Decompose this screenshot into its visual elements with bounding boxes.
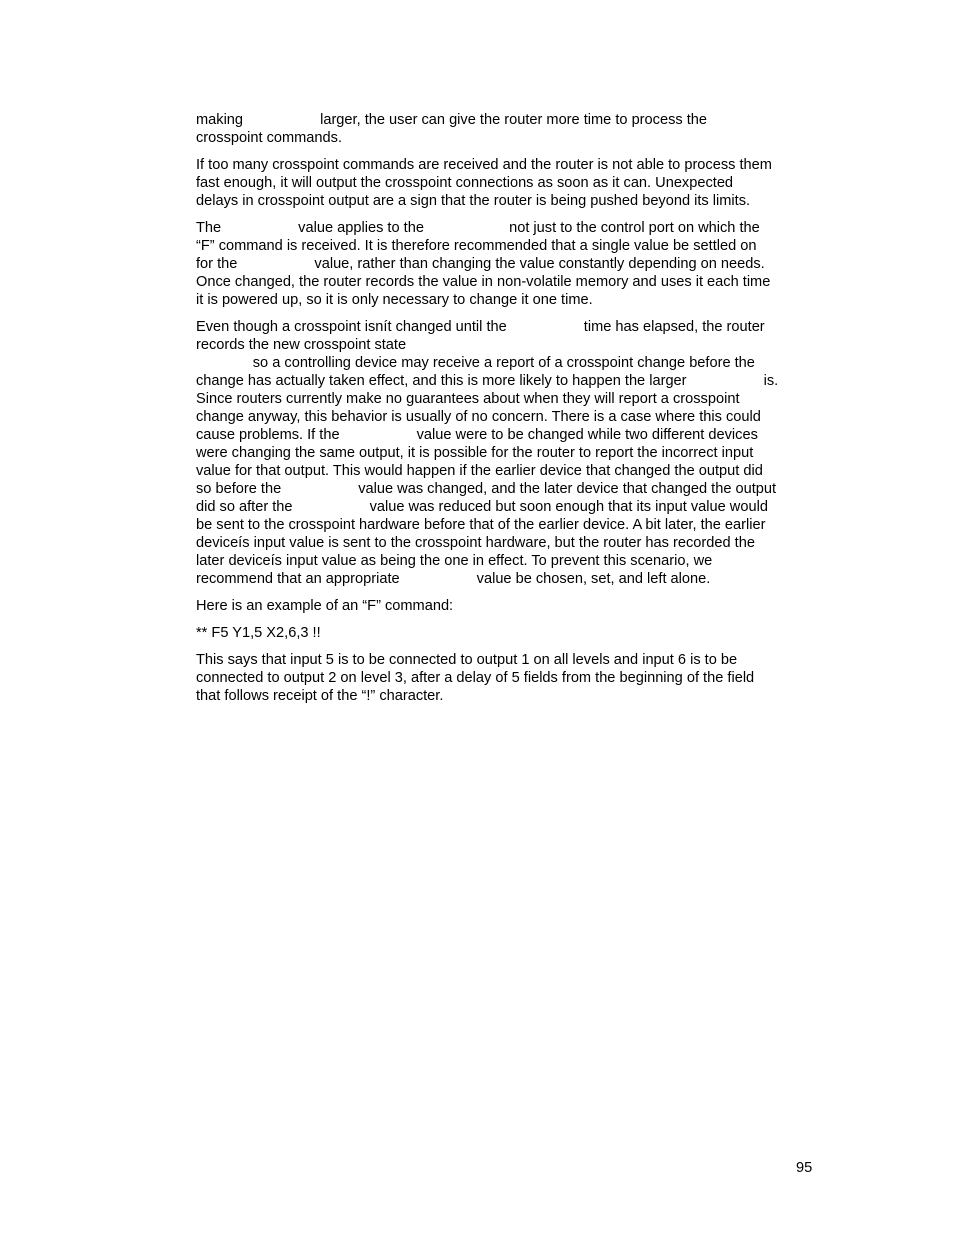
text-line: change anyway, this behavior is usually of no concern. There is a case where this could — [196, 409, 761, 425]
page-number: 95 — [796, 1160, 813, 1176]
text-line: delays in crosspoint output are a sign that the router is being pushed beyond its limits. — [196, 193, 751, 209]
text-line: change has actually taken effect, and this is more likely to happen the larger is. — [196, 373, 779, 389]
text-line: Since routers currently make no guarantees about when they will report a crosspoint — [196, 391, 740, 407]
text-line: fast enough, it will output the crosspoint connections as soon as it can. Unexpected — [196, 175, 734, 191]
text-line: it is powered up, so it is only necessary to change it one time. — [196, 292, 593, 308]
body-text — [196, 111, 816, 714]
text-line: deviceís input value is sent to the crosspoint hardware, but the router has recorded the — [196, 535, 755, 551]
paragraph-7 — [196, 651, 816, 705]
paragraph-5 — [196, 597, 816, 615]
text-line: so before the value was changed, and the later device that changed the output — [196, 481, 777, 497]
text-line: cause problems. If the value were to be changed while two different devices — [196, 427, 758, 443]
text-line: Here is an example of an “F” command: — [196, 598, 454, 614]
text-line: that follows receipt of the “!” character. — [196, 688, 444, 704]
text-line: making larger, the user can give the router more time to process the — [196, 112, 708, 128]
text-line: later deviceís input value as being the one in effect. To prevent this scenario, we — [196, 553, 713, 569]
paragraph-1 — [196, 111, 816, 147]
text-line: This says that input 5 is to be connected to output 1 on all levels and input 6 is to be — [196, 652, 738, 668]
text-line: If too many crosspoint commands are received and the router is not able to process them — [196, 157, 772, 173]
text-line: were changing the same output, it is possible for the router to report the incorrect input — [196, 445, 754, 461]
paragraph-2 — [196, 156, 816, 210]
text-line: so a controlling device may receive a report of a crosspoint change before the — [196, 355, 755, 371]
command-example — [196, 624, 816, 642]
text-line: records the new crosspoint state — [196, 337, 407, 353]
text-line: Even though a crosspoint isnít changed until the time has elapsed, the router — [196, 319, 765, 335]
paragraph-3 — [196, 219, 816, 309]
text-line: “F” command is received. It is therefore recommended that a single value be settled on — [196, 238, 757, 254]
text-line: for the value, rather than changing the value constantly depending on needs. — [196, 256, 765, 272]
paragraph-4 — [196, 318, 816, 588]
text-line: did so after the value was reduced but soon enough that its input value would — [196, 499, 768, 515]
text-line: The value applies to the not just to the control port on which the — [196, 220, 760, 236]
text-line: be sent to the crosspoint hardware before that of the earlier device. A bit later, the earlier — [196, 517, 766, 533]
text-line: recommend that an appropriate value be chosen, set, and left alone. — [196, 571, 711, 587]
text-line: Once changed, the router records the value in non-volatile memory and uses it each time — [196, 274, 771, 290]
text-line: ** F5 Y1,5 X2,6,3 !! — [196, 625, 321, 641]
text-line: crosspoint commands. — [196, 130, 342, 146]
text-line: connected to output 2 on level 3, after a delay of 5 fields from the beginning of the field — [196, 670, 755, 686]
text-line: value for that output. This would happen if the earlier device that changed the output did — [196, 463, 763, 479]
